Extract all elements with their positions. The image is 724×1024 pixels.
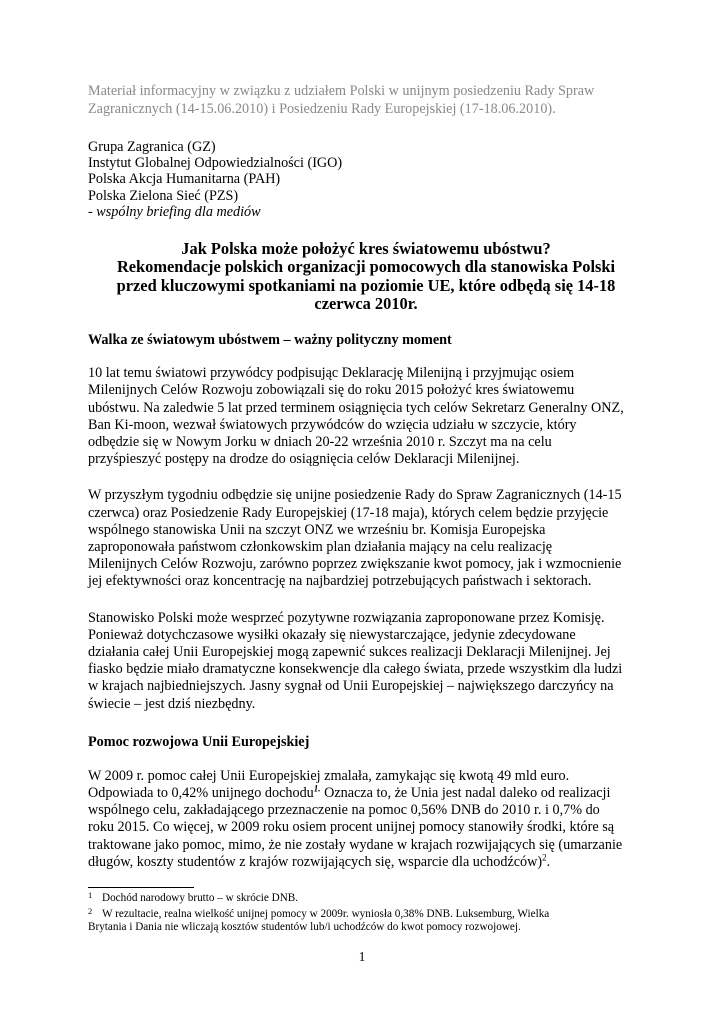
paragraph-line: zaproponowała państwom członkowskim plan działania mający na celu realizację [88, 539, 553, 556]
title-line: Rekomendacje polskich organizacji pomocowych dla stanowiska Polski [116, 257, 616, 277]
footnote-ref[interactable]: 1. [313, 783, 321, 794]
footnote-number: 2 [88, 905, 93, 916]
text-run: Odpowiada to 0,42% unijnego dochodu [88, 785, 314, 802]
paragraph-line: w krajach najbiedniejszych. Jasny sygnał od Unii Europejskiej – największego darczyńcy na [88, 678, 614, 695]
paragraph-line: Ponieważ dotychczasowe wysiłki okazały się niewystarczające, jedynie zdecydowane [88, 626, 576, 643]
footnote-ref[interactable]: 2 [542, 852, 547, 863]
briefing-note: - wspólny briefing dla mediów [88, 203, 261, 220]
paragraph-line: Ban Ki-moon, wezwał światowych przywódców do wzięcia udziału w szczycie, który [88, 416, 577, 433]
document-title [88, 240, 644, 313]
paragraph-line: ubóstwu. Na zaledwie 5 lat przed terminem osiągnięcia tych celów Sekretarz Generalny ONZ, [88, 399, 624, 416]
header-note [88, 82, 644, 118]
organization-item: Grupa Zagranica (GZ) [88, 139, 216, 155]
paragraph-line: czerwca) oraz Posiedzenie Rady Europejskiej (17-18 maja), których celem będzie przyjęcie [88, 504, 609, 521]
paragraph-line: przyśpieszyć postępy na drodze do osiągnięcia celów Deklaracji Milenijnej. [88, 451, 520, 468]
paragraph-line: działania całej Unii Europejskiej mogą zapewnić sukces realizacji Deklaracji Milenijnej. Jej [88, 644, 611, 661]
paragraph-line: fiasko będzie miało dramatyczne konsekwencje dla całego świata, przede wszystkim dla ludzi [88, 661, 623, 678]
paragraph-line: 10 lat temu światowi przywódcy podpisując Deklarację Milenijną i przyjmując osiem [88, 365, 575, 382]
document-page [88, 82, 644, 890]
title-line: przed kluczowymi spotkaniami na poziomie UE, które odbędą się 14-18 [116, 275, 616, 295]
paragraph-line: W przyszłym tygodniu odbędzie się unijne posiedzenie Rady do Spraw Zagranicznych (14-15 [88, 487, 622, 504]
footnote [88, 892, 648, 906]
organization-item: Instytut Globalnej Odpowiedzialności (IGO) [88, 155, 343, 172]
page-number: 1 [358, 949, 366, 964]
header-note-line: Materiał informacyjny w związku z udziałem Polski w unijnym posiedzeniu Rady Spraw [88, 83, 595, 99]
paragraph [88, 365, 644, 468]
text-run: Oznacza to, że Unia jest nadal daleko od realizacji [320, 785, 611, 802]
paragraph-line: Milenijnych Celów Rozwoju zobowiązali się do roku 2015 położyć kres światowemu [88, 382, 575, 399]
organization-list [88, 139, 644, 220]
footnote-line: Dochód narodowy brutto – w skrócie DNB. [102, 892, 299, 904]
paragraph [88, 768, 644, 871]
paragraph-line: wspólnego celu, zakładającego przeznaczenie na pomoc 0,56% DNB do 2010 r. i 0,7% do [88, 802, 600, 819]
text-run: . [546, 853, 551, 870]
footnote-separator [88, 887, 194, 888]
organization-item: Polska Zielona Sieć (PZS) [88, 187, 239, 204]
paragraph-line: Stanowisko Polski może wesprzeć pozytywne rozwiązania zaproponowane przez Komisję. [88, 609, 605, 626]
paragraph [88, 487, 644, 590]
paragraph-line: W 2009 r. pomoc całej Unii Europejskiej zmalała, zamykając się kwotą 49 mld euro. [88, 767, 570, 784]
paragraph-line: jej efektywności oraz koncentrację na najbardziej potrzebujących państwach i sektorach. [88, 573, 592, 590]
footnote-line: Brytania i Dania nie wliczają kosztów studentów lub/i uchodźców do kwot pomocy rozwojowej. [88, 921, 521, 934]
paragraph-line: odbędzie się w Nowym Jorku w dniach 20-22 września 2010 r. Szczyt ma na celu [88, 434, 552, 451]
section-heading: Walka ze światowym ubóstwem – ważny polityczny moment [88, 332, 452, 349]
title-line: Jak Polska może położyć kres światowemu ubóstwu? [181, 239, 551, 259]
footnotes [88, 892, 648, 935]
paragraph-line [88, 854, 644, 871]
paragraph-line [88, 785, 644, 802]
text-run: długów, koszty studentów z krajów rozwijających się, wsparcie dla uchodźców) [88, 853, 543, 870]
footnote [88, 905, 648, 935]
paragraph-line: Milenijnych Celów Rozwoju, zarówno poprzez zwiększanie kwot pomocy, jak i wzmocnienie [88, 556, 622, 573]
organization-item: Polska Akcja Humanitarna (PAH) [88, 171, 281, 188]
paragraph-line: roku 2015. Co więcej, w 2009 roku osiem procent unijnej pomocy stanowiły środki, które są [88, 819, 615, 836]
header-note-line: Zagranicznych (14-15.06.2010) i Posiedzeniu Rady Europejskiej (17-18.06.2010). [88, 101, 556, 117]
paragraph-line: traktowane jako pomoc, mimo, że nie zostały wydane w krajach rozwijających się (umarzanie [88, 836, 623, 853]
footnote-line: W rezultacie, realna wielkość unijnej pomocy w 2009r. wyniosła 0,38% DNB. Luksemburg, Wielka [102, 907, 550, 920]
paragraph [88, 610, 644, 713]
paragraph-line: świecie – jest dziś niezbędny. [88, 695, 256, 712]
paragraph-line: wspólnego stanowiska Unii na szczyt ONZ we wrześniu br. Komisja Europejska [88, 521, 546, 538]
section-heading: Pomoc rozwojowa Unii Europejskiej [88, 733, 310, 750]
footnote-number: 1 [88, 890, 93, 900]
title-line: czerwca 2010r. [314, 293, 418, 313]
